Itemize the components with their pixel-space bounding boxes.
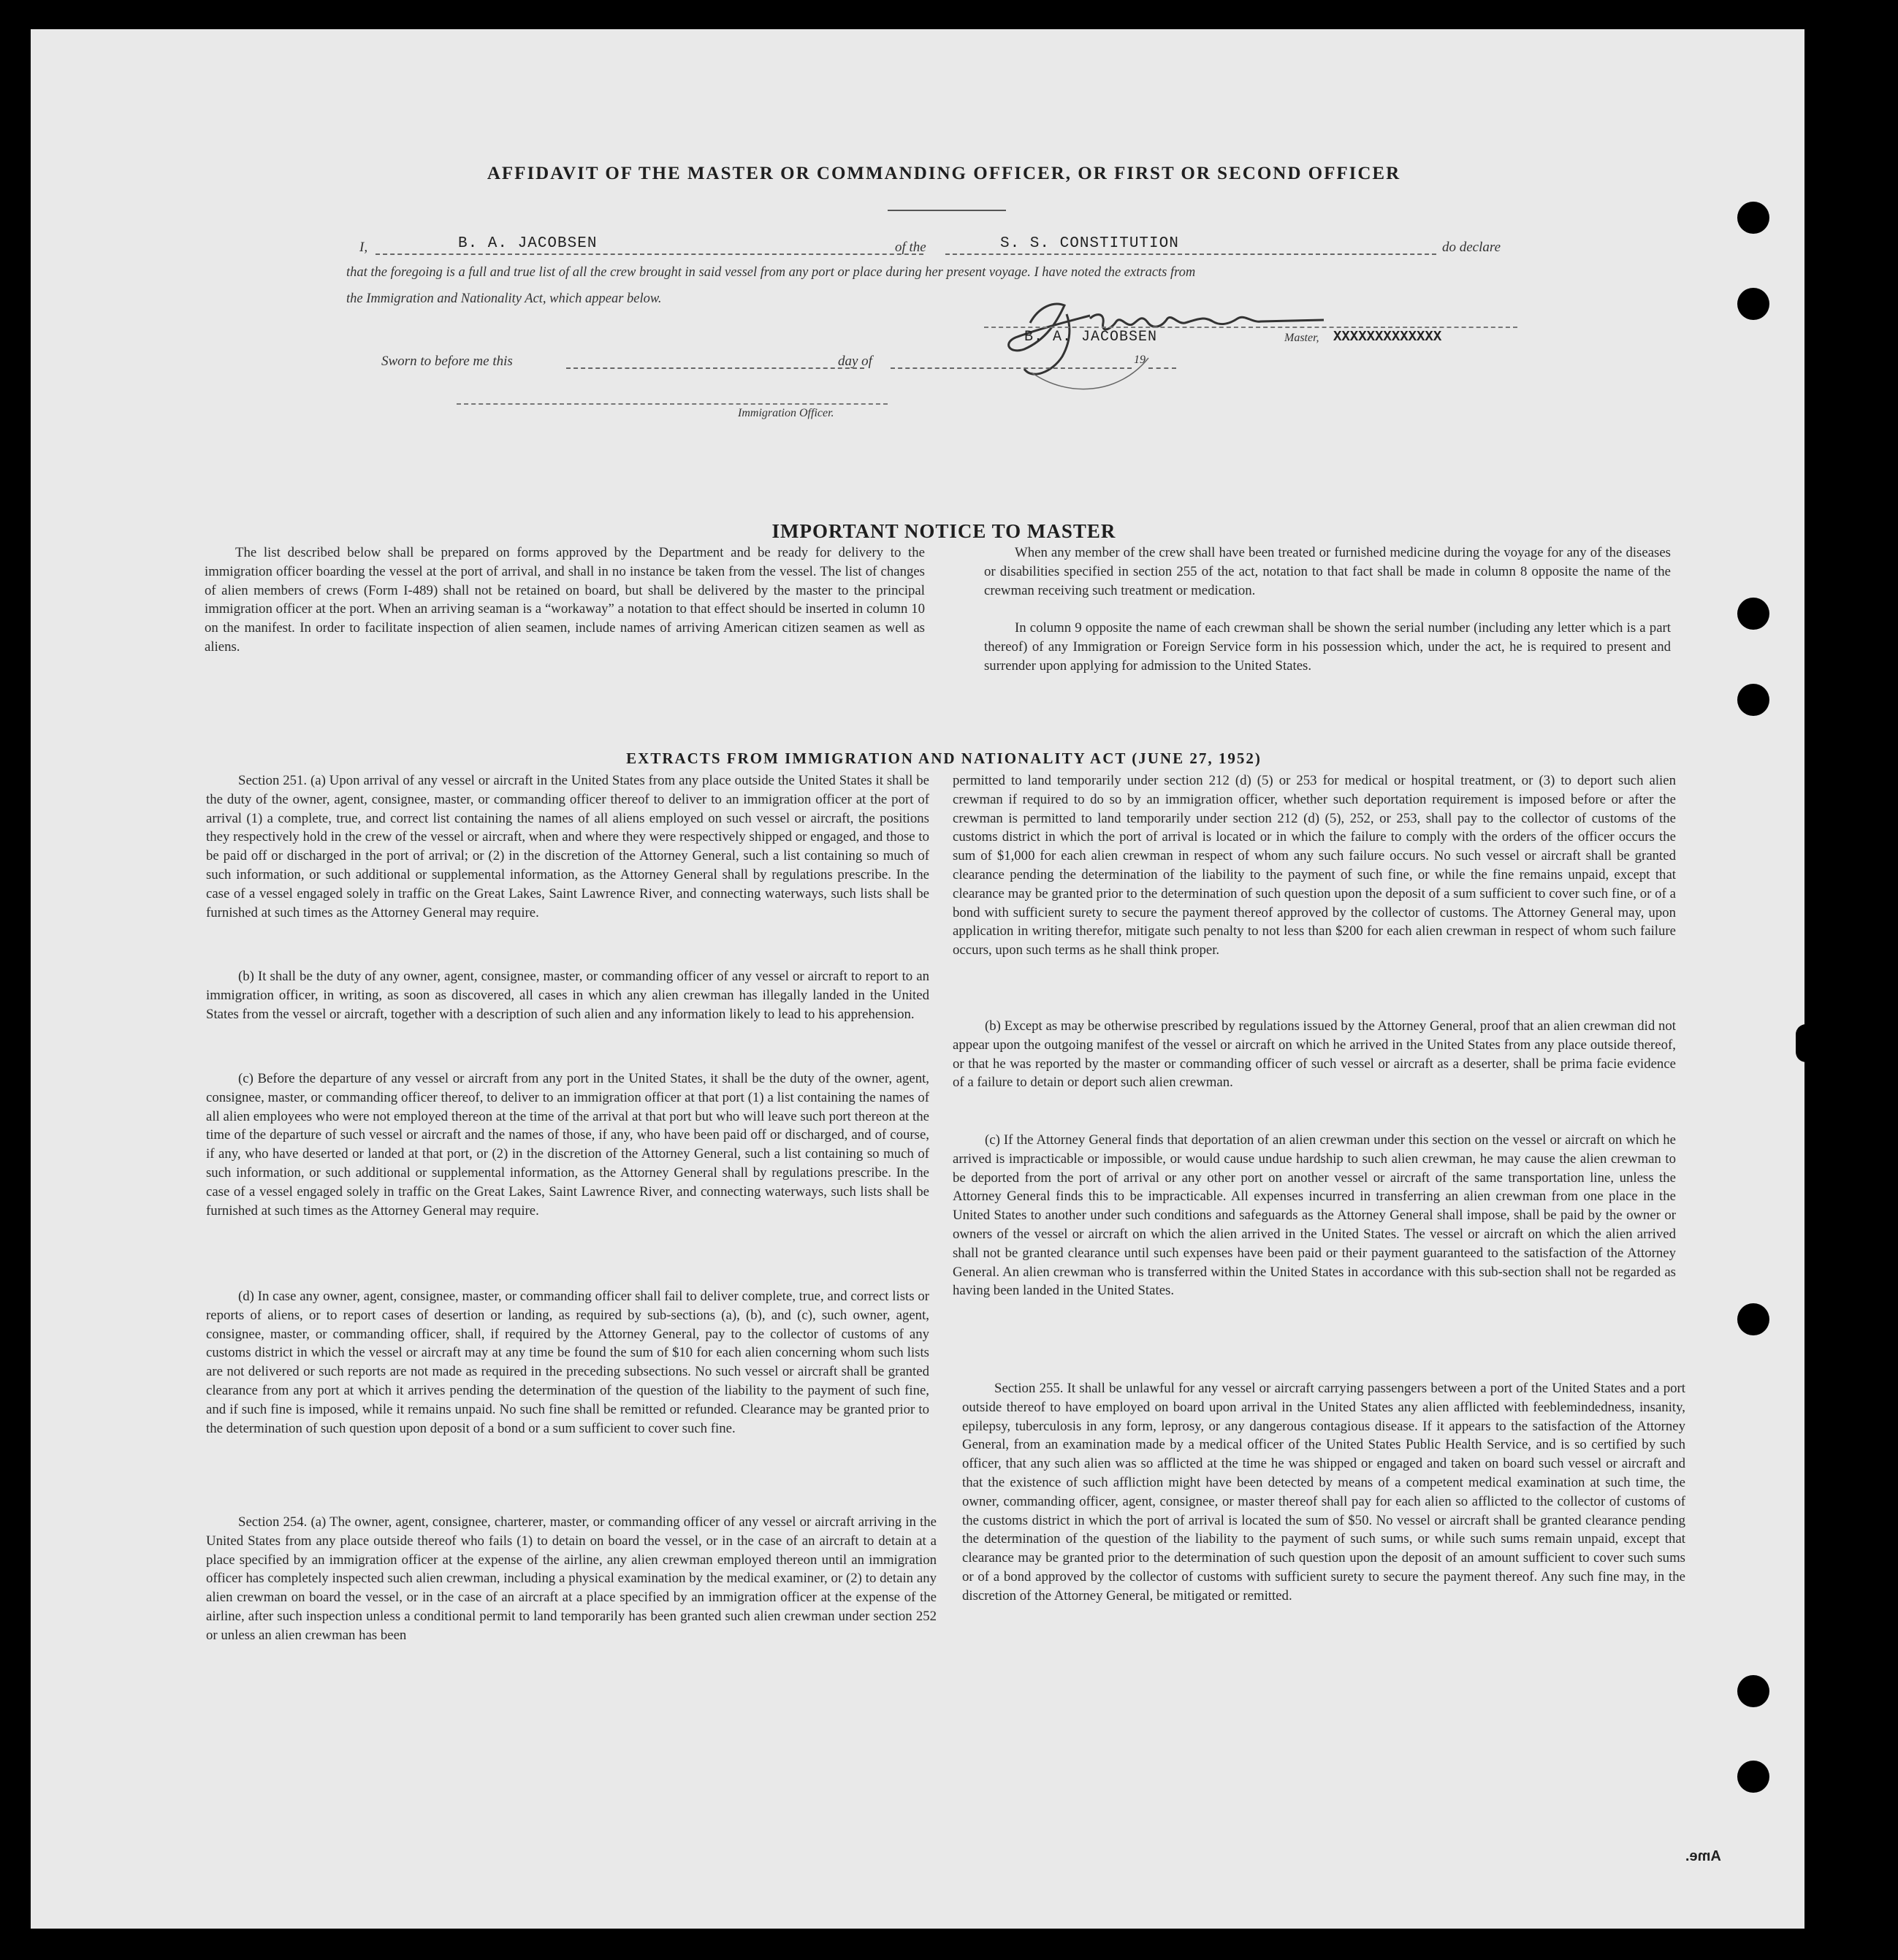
name-line (376, 253, 923, 255)
sworn-day-line (566, 367, 864, 369)
sworn-month-line (891, 367, 1132, 369)
punch-hole (1737, 598, 1769, 630)
section-251-b: (b) It shall be the duty of any owner, agent, consignee, master, or commanding officer of any vessel or aircraft to report to an immigration officer, in writing, as soon as discovered, all cases in which any alien crewman has illegally landed in the United States from the vessel or aircraft, together with a description of such alien and any information likely to lead to his apprehension. (206, 969, 929, 1022)
declarant-name: B. A. JACOBSEN (458, 235, 598, 252)
edge-notch (1796, 1024, 1807, 1062)
punch-hole (1737, 684, 1769, 716)
footer-stamp: Ame. (1685, 1848, 1721, 1864)
section-251-a: Section 251. (a) Upon arrival of any vessel or aircraft in the United States from any place outside the United States it shall be the duty of the owner, agent, consignee, master, or commanding officer thereof to deliver to an immigration officer at the port of arrival (1) a complete, true, and correct list containing the names of all aliens employed on such vessel or aircraft, the positions they respectively hold in the crew of the vessel or aircraft, when and where they were respectively shipped or engaged, and those to be paid off or discharged in the port of arrival; or (2) in the discretion of the Attorney General, such a list containing so much of such information, or such additional or supplemental information, as the Attorney General shall by regulations prescribe. In the case of a vessel engaged solely in traffic on the Great Lakes, Saint Lawrence River, and connecting waterways, such lists shall be furnished at such times as the Attorney General may require. (206, 773, 929, 920)
do-declare-label: do declare (1442, 240, 1501, 255)
punch-hole (1737, 1303, 1769, 1335)
extracts-title: EXTRACTS FROM IMMIGRATION AND NATIONALITY ACT (JUNE 27, 1952) (626, 750, 1262, 767)
declaration-line-2: the Immigration and Nationality Act, which appear below. (346, 291, 662, 306)
year-line (1148, 367, 1176, 369)
master-label: Master, (1284, 332, 1319, 344)
section-251-c: (c) Before the departure of any vessel or aircraft from any port in the United States, it shall be the duty of the owner, agent, consignee, master, or commanding officer thereof, to deliver to an immigration officer at that port (1) a list containing the names of all alien employees who were not employed thereon at the time of the arrival at that port but who will leave such port thereon at the time of the departure of such vessel or aircraft and the names of those, if any, who have been paid off or discharged, and of course, if any, who have deserted or landed at that port, or (2) in the discretion of the Attorney General, such a list containing so much of such information, or such additional or supplemental information, as the Attorney General shall by regulations prescribe. In the case of a vessel engaged solely in traffic on the Great Lakes, Saint Lawrence River, and connecting waterways, such lists shall be furnished at such times as the Attorney General may require. (206, 1071, 929, 1219)
vessel-name: S. S. CONSTITUTION (1000, 235, 1179, 252)
i-label: I, (359, 240, 368, 255)
section-254-a-continued: permitted to land temporarily under section 212 (d) (5) or 253 for medical or hospital treatment, or (3) to deport such alien crewman if required to do so by an immigration officer, whether such deportation requirement is imposed before or after the crewman is permitted to land temporarily under section 212 (d) (5), 252, or 253, shall pay to the collector of customs of the customs district in which the port of arrival is located or in which the failure to comply with the orders of the officer occurs the sum of $1,000 for each alien crewman in respect of whom any such failure occurs. No such vessel or aircraft shall be granted clearance pending the determination of the liability to the payment of such fine, or while the fine remains unpaid, except that clearance may be granted prior to the determination of such question upon the deposit of a sum sufficient to cover such fine, or of a bond with sufficient surety to secure the payment thereof approved by the collector of customs. The Attorney General may, upon application in writing therefor, mitigate such penalty to not less than $200 for each alien crewman in respect of whom such failure occurs, upon such terms as he shall think proper. (953, 773, 1676, 958)
section-254-c: (c) If the Attorney General finds that deportation of an alien crewman under this section on the vessel or aircraft on which he arrived is impracticable or impossible, or would cause undue hardship to such alien crewman, he may cause the alien crewman to be deported from the port of arrival or any other port on another vessel or aircraft of the same transportation line, unless the Attorney General finds this to be impracticable. All expenses incurred in transferring an alien crewman from one place in the United States to another under such conditions and safeguards as the Attorney General shall impose, shall be paid by the owner or owners of the vessel or aircraft on which the alien arrived in the United States. The vessel or aircraft on which the alien arrived shall not be granted clearance until such expenses have been paid or their payment guaranteed to the satisfaction of the Attorney General. An alien crewman who is transferred within the United States in accordance with this sub-section shall not be regarded as having been landed in the United States. (953, 1132, 1676, 1299)
immigration-officer-label: Immigration Officer. (738, 407, 834, 419)
section-251-d: (d) In case any owner, agent, consignee, master, or commanding officer shall fail to deliver complete, true, and correct lists or reports of aliens, or to report cases of desertion or landing, as required by sub-sections (a), (b), and (c), such owner, agent, consignee, master, or commanding officer, shall, if required by the Attorney General, pay to the collector of customs of any customs district in which the vessel or aircraft may at any time be found the sum of $10 for each alien concerning whom such lists are not delivered or such reports are not made as required in the preceding subsections. No such vessel or aircraft shall be granted clearance from any port at which it arrives pending the determination of the question of the liability to the payment of such fine, and if such fine is imposed, while it remains unpaid. No such fine shall be remitted or refunded. Clearance may be granted prior to the determination of such question upon deposit of a bond or a sum sufficient to cover such fine. (206, 1289, 929, 1436)
of-the-label: of the (895, 240, 926, 255)
title-rule (888, 210, 1006, 211)
punch-hole (1737, 1675, 1769, 1707)
section-255: Section 255. It shall be unlawful for any vessel or aircraft carrying passengers between a port of the United States and a port outside thereof to have employed on board upon arrival in the United States any alien afflicted with feeblemindedness, insanity, epilepsy, tuberculosis in any form, leprosy, or any dangerous contagious disease. If it appears to the satisfaction of the Attorney General, from an examination made by a medical officer of the United States Public Health Service, and is so certified by such officer, that any such alien was so afflicted at the time he was shipped or engaged and taken on board such vessel or aircraft and that the existence of such affliction might have been detected by means of a competent medical examination at such time, the owner, commanding officer, agent, consignee, or master thereof shall pay for each alien so afflicted to the collector of customs of the customs district in which the port of arrival is located the sum of $50. No vessel or aircraft shall be granted clearance pending the determination of the question of the liability to the payment of such sums, or while such sums remain unpaid, except that clearance may be granted prior to the determination of such question upon the deposit of an amount sufficient to cover such sums or of a bond approved by the collector of customs with sufficient surety to secure the payment thereof. Any such fine may, in the discretion of the Attorney General, be mitigated or remitted. (962, 1381, 1685, 1604)
declaration-line-1: that the foregoing is a full and true list of all the crew brought in said vessel from any port or place during her present voyage. I have noted the extracts from (346, 265, 1196, 280)
document-page (31, 29, 1804, 1929)
punch-hole (1737, 202, 1769, 234)
sworn-label: Sworn to before me this (381, 354, 513, 369)
section-254-b: (b) Except as may be otherwise prescribed by regulations issued by the Attorney General, proof that an alien crewman did not appear upon the outgoing manifest of the vessel or aircraft on which he arrived in the United States from any place outside thereof, or that he was reported by the master or commanding officer of such vessel or aircraft as a deserter, shall be prima facie evidence of a failure to detain or deport such alien crewman. (953, 1018, 1676, 1091)
vessel-line (945, 253, 1436, 255)
notice-right-paragraph-2: In column 9 opposite the name of each crewman shall be shown the serial number (including any letter which is a part thereof) of any Immigration or Foreign Service form in his possession which, under the act, he is required to present and surrender upon applying for admission to the United States. (984, 620, 1671, 674)
year-label: 19 (1134, 354, 1146, 366)
punch-hole (1737, 288, 1769, 320)
day-of-label: day of (838, 354, 872, 369)
master-strikeout: XXXXXXXXXXXXX (1333, 329, 1442, 345)
notice-right-paragraph-1: When any member of the crew shall have been treated or furnished medicine during the voyage for any of the diseases or disabilities specified in section 255 of the act, notation to that fact shall be made in column 8 opposite the name of the crewman receiving such treatment or medication. (984, 545, 1671, 598)
punch-hole (1737, 1761, 1769, 1793)
section-254-a: Section 254. (a) The owner, agent, consignee, charterer, master, or commanding officer of any vessel or aircraft arriving in the United States from any place outside thereof who fails (1) to detain on board the vessel, or in the case of an aircraft to detain at a place specified by an immigration officer at the expense of the airline, any alien crewman employed thereon until an immigration officer has completely inspected such alien crewman, including a physical examination by the medical examiner, or (2) to detain any alien crewman on board the vessel, or in the case of an aircraft at a place specified by an immigration officer at the expense of the airline, after such inspection unless a conditional permit to land temporarily has been granted such alien crewman under section 252 or unless an alien crewman has been (206, 1514, 937, 1643)
notice-left-paragraph: The list described below shall be prepared on forms approved by the Department and be ready for delivery to the immigration officer boarding the vessel at the port of arrival, and shall in no instance be taken from the vessel. The list of changes of alien members of crews (Form I-489) shall not be retained on board, but shall be delivered by the master to the principal immigration officer at the port. When an arriving seaman is a “workaway” a notation to that effect should be inserted in column 10 on the manifest. In order to facilitate inspection of alien seamen, include names of arriving American citizen seamen as well as aliens. (205, 545, 925, 655)
officer-line (457, 403, 888, 405)
signature-line (984, 327, 1517, 328)
notice-title: IMPORTANT NOTICE TO MASTER (771, 520, 1116, 542)
signature-typed-name: B. A. JACOBSEN (1024, 329, 1158, 346)
affidavit-title: AFFIDAVIT OF THE MASTER OR COMMANDING OFFICER, OR FIRST OR SECOND OFFICER (487, 164, 1401, 183)
